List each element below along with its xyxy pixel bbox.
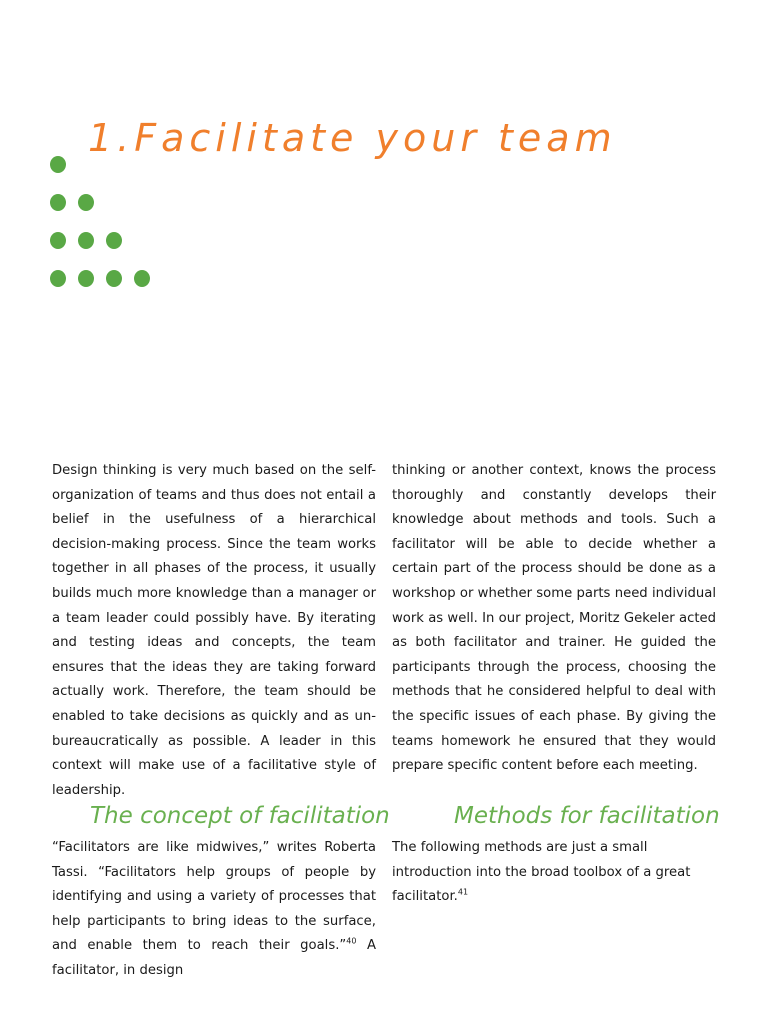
methods-paragraph (392, 836, 716, 910)
footnote-ref-41[interactable]: 41 (457, 887, 469, 897)
footnote-ref-40[interactable]: 40 (346, 936, 357, 946)
dot-icon (78, 232, 94, 249)
concept-body (52, 836, 376, 984)
chapter-title: 1.Facilitate your team (88, 116, 617, 160)
methods-body (392, 836, 716, 910)
methods-heading: Methods for facilitation (454, 803, 720, 829)
methods-text: The following methods are just a small introduction into the broad toolbox of a great facilitator. (392, 840, 691, 905)
dot-row (50, 232, 150, 249)
dot-icon (50, 232, 66, 249)
concept-heading: The concept of facilitation (90, 803, 390, 829)
concept-text-continued: A facilitator, in design (52, 938, 377, 978)
decorative-dot-triangle (50, 156, 150, 308)
dot-row (50, 194, 150, 211)
concept-paragraph (52, 836, 376, 984)
dot-icon (106, 270, 122, 287)
concept-text: “Facilitators are like midwives,” writes Roberta Tassi. “Facilitators help groups of people by identifying and using a variety of processes that help participants to bring ideas to the surface, and enable them to reach their goals.” (52, 840, 376, 954)
dot-row (50, 156, 150, 173)
dot-icon (78, 194, 94, 211)
dot-icon (78, 270, 94, 287)
intro-paragraph-right: thinking or another context, knows the process thoroughly and constantly develops their knowledge about methods and tools. Such a facilitator will be able to decide whether a certain part of the process should be done as a workshop or whether some parts need individual work as well. In our project, Moritz Gekeler acted as both facilitator and trainer. He guided the participants through the process, choosing the methods that he considered helpful to deal with the specific issues of each phase. By giving the teams homework he ensured that they would prepare specific content before each meeting. (392, 463, 716, 774)
dot-icon (50, 156, 66, 173)
dot-row (50, 270, 150, 287)
dot-icon (50, 270, 66, 287)
intro-paragraph-left: Design thinking is very much based on the self-organization of teams and thus does not entail a belief in the usefulness of a hierarchical decision-making process. Since the team works together in all phases of the process, it usually builds much more knowledge than a manager or a team leader could possibly have. By iterating and testing ideas and concepts, the team ensures that the ideas they are taking forward actually work. Therefore, the team should be enabled to take decisions as quickly and as un-bureaucratically as possible. A leader in this context will make use of a facilitative style of leadership. (52, 463, 376, 798)
dot-icon (106, 232, 122, 249)
dot-icon (134, 270, 150, 287)
intro-left-column (52, 459, 376, 803)
dot-icon (50, 194, 66, 211)
intro-right-column (392, 459, 716, 779)
